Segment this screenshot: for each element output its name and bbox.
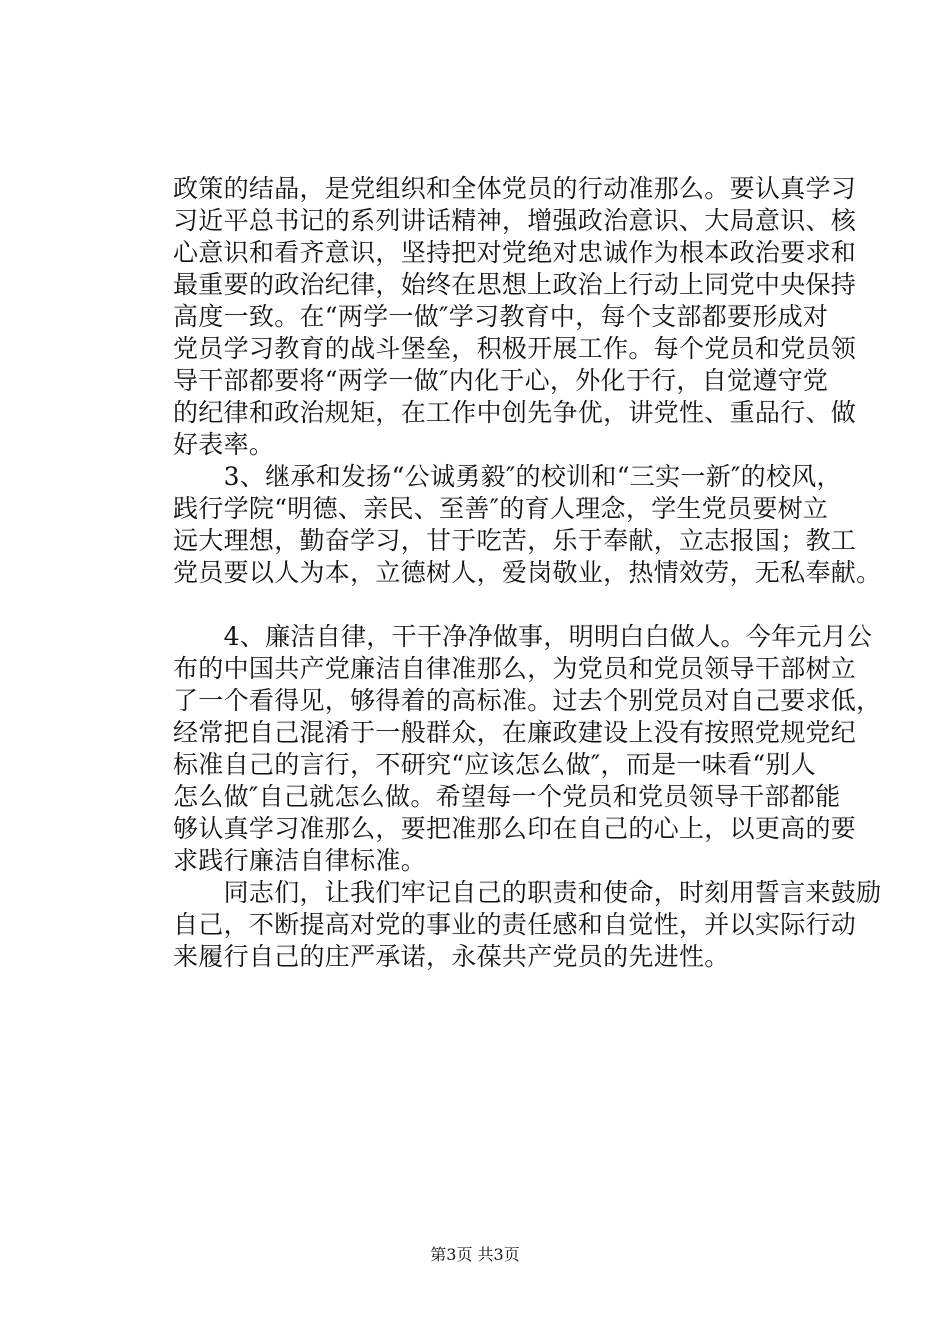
page-footer: 第3页 共3页 <box>430 1245 520 1264</box>
text-line: 心意识和看齐意识，坚持把对党绝对忠诚作为根本政治要求和 <box>173 238 857 267</box>
paragraph-1 <box>173 173 855 461</box>
text-line: 远大理想，勤奋学习，甘于吃苦，乐于奉献，立志报国；教工 <box>173 526 857 555</box>
text-line: 求践行廉洁自律标准。 <box>173 846 427 875</box>
text-line: 党员要以人为本，立德树人，爱岗敬业，热情效劳，无私奉献。 <box>173 558 882 587</box>
text-line: 最重要的政治纪律，始终在思想上政治上行动上同党中央保持 <box>173 270 857 299</box>
paragraph-gap <box>173 589 855 621</box>
text-line: 习近平总书记的系列讲话精神，增强政治意识、大局意识、核 <box>173 206 857 235</box>
document-body <box>173 173 882 973</box>
paragraph-3 <box>173 621 882 877</box>
text-line: 党员学习教育的战斗堡垒，积极开展工作。每个党员和党员领 <box>173 334 857 363</box>
paragraph-4 <box>173 877 882 973</box>
text-line: 标准自己的言行，不研究“应该怎么做″，而是一味看“别人 <box>173 750 817 779</box>
text-line: 4、廉洁自律，干干净净做事，明明白白做人。今年元月公 <box>173 622 873 651</box>
text-line: 了一个看得见，够得着的高标准。过去个别党员对自己要求低， <box>173 686 882 715</box>
text-line: 的纪律和政治规矩，在工作中创先争优，讲党性、重品行、做 <box>173 398 857 427</box>
text-line: 怎么做″自己就怎么做。希望每一个党员和党员领导干部都能 <box>173 782 841 811</box>
text-line: 践行学院“明德、亲民、至善″的育人理念，学生党员要树立 <box>173 494 829 523</box>
text-line: 高度一致。在“两学一做″学习教育中，每个支部都要形成对 <box>173 302 829 331</box>
text-line: 导干部都要将“两学一做″内化于心，外化于行，自觉遵守党 <box>173 366 829 395</box>
text-line: 好表率。 <box>173 430 275 459</box>
text-line: 3、继承和发扬“公诚勇毅″的校训和“三实一新″的校风， <box>173 462 842 491</box>
text-line: 布的中国共产党廉洁自律准那么，为党员和党员领导干部树立 <box>173 654 857 683</box>
text-line: 经常把自己混淆于一般群众，在廉政建设上没有按照党规党纪 <box>173 718 857 747</box>
text-line: 同志们，让我们牢记自己的职责和使命，时刻用誓言来鼓励 <box>173 878 882 907</box>
text-line: 来履行自己的庄严承诺，永葆共产党员的先进性。 <box>173 942 730 971</box>
text-line: 够认真学习准那么，要把准那么印在自己的心上，以更高的要 <box>173 814 857 843</box>
text-line: 政策的结晶，是党组织和全体党员的行动准那么。要认真学习 <box>173 174 857 203</box>
text-line: 自己，不断提高对党的事业的责任感和自觉性，并以实际行动 <box>173 910 857 939</box>
paragraph-2 <box>173 461 882 589</box>
